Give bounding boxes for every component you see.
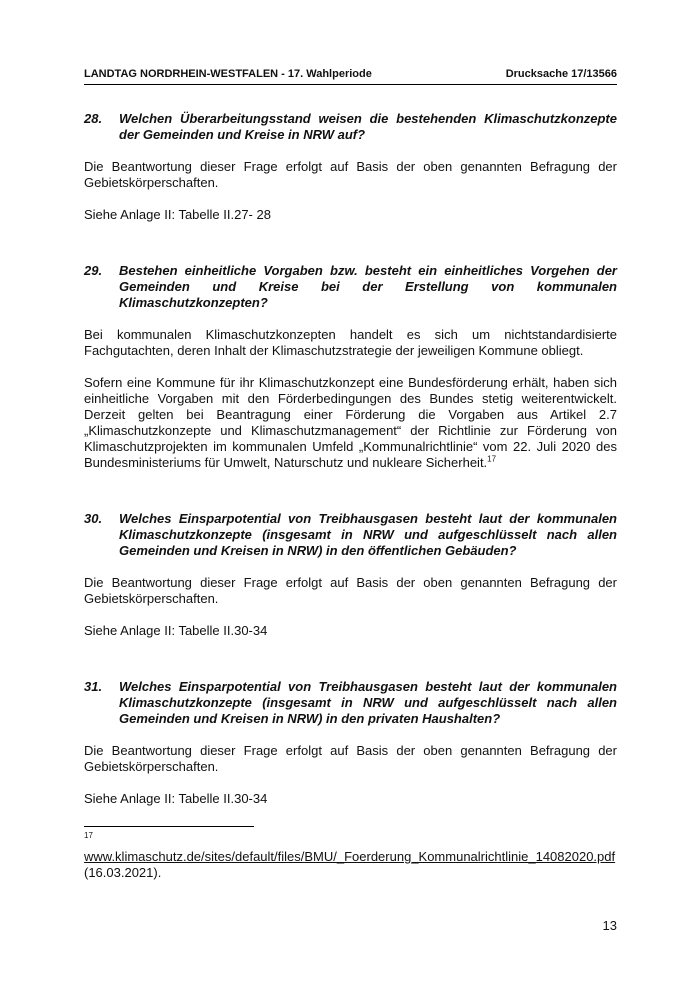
question-number: 30. xyxy=(84,511,103,526)
page-header xyxy=(84,67,617,85)
question-30 xyxy=(84,511,617,559)
footnote xyxy=(84,831,624,881)
table-reference: Siehe Anlage II: Tabelle II.30-34 xyxy=(84,791,268,806)
answer-paragraph: Die Beantwortung dieser Frage erfolgt auf Basis der oben genannten Befragung der Gebietskörperschaften. xyxy=(84,159,617,190)
answer-paragraph-funding xyxy=(84,375,617,471)
footnote-link[interactable]: www.klimaschutz.de/sites/default/files/BMU/_Foerderung_Kommunalrichtlinie_14082020.pdf xyxy=(84,849,616,864)
table-reference: Siehe Anlage II: Tabelle II.30-34 xyxy=(84,623,268,638)
answer-paragraph: Die Beantwortung dieser Frage erfolgt auf Basis der oben genannten Befragung der Gebietskörperschaften. xyxy=(84,575,617,606)
header-document-number: Drucksache 17/13566 xyxy=(505,68,617,80)
header-parliament: LANDTAG NORDRHEIN-WESTFALEN - 17. Wahlperiode xyxy=(84,68,372,80)
question-31 xyxy=(84,679,617,727)
page-number: 13 xyxy=(602,918,617,933)
question-text: Welches Einsparpotential von Treibhausgasen besteht laut der kommunalen Klimaschutzkonzepte (insgesamt in NRW und aufgeschlüsselt nach allen Gemeinden und Kreisen in NRW) in den öffentlichen Gebäuden? xyxy=(119,511,617,558)
answer-text: Sofern eine Kommune für ihr Klimaschutzkonzept eine Bundesförderung erhält, haben sich einheitliche Vorgaben mit den Förderbedingungen des Bundes stetig weiterentwickelt. Derzeit gelten bei Beantragung einer Förderung die Vorgaben aus Artikel 2.7 „Klimaschutzkonzepte und Klimaschutzmanagement“ der Richtlinie zur Förderung von Klimaschutzprojekten im kommunalen Umfeld „Kommunalrichtlinie“ vom 22. Juli 2020 des Bundesministeriums für Umwelt, Naturschutz und nukleare Sicherheit. xyxy=(84,375,617,470)
question-29 xyxy=(84,263,617,311)
answer-paragraph: Die Beantwortung dieser Frage erfolgt auf Basis der oben genannten Befragung der Gebietskörperschaften. xyxy=(84,743,617,774)
question-number: 28. xyxy=(84,111,103,126)
footnote-date: (16.03.2021). xyxy=(84,865,162,880)
question-28 xyxy=(84,111,617,143)
question-number: 31. xyxy=(84,679,103,694)
question-text: Bestehen einheitliche Vorgaben bzw. besteht ein einheitliches Vorgehen der Gemeinden und Kreise bei der Erstellung von kommunalen Klimaschutzkonzepten? xyxy=(119,263,617,310)
footnote-number: 17 xyxy=(84,831,93,840)
table-reference: Siehe Anlage II: Tabelle II.27- 28 xyxy=(84,207,271,222)
footnote-reference[interactable]: 17 xyxy=(487,454,497,464)
footnote-separator xyxy=(84,826,254,827)
question-text: Welches Einsparpotential von Treibhausgasen besteht laut der kommunalen Klimaschutzkonzepte (insgesamt in NRW und aufgeschlüsselt nach allen Gemeinden und Kreisen in NRW) in den privaten Haushalten? xyxy=(119,679,617,726)
document-body xyxy=(84,111,617,823)
question-text: Welchen Überarbeitungsstand weisen die bestehenden Klimaschutzkonzepte der Gemeinden und Kreise in NRW auf? xyxy=(119,111,617,142)
question-number: 29. xyxy=(84,263,103,278)
answer-paragraph: Bei kommunalen Klimaschutzkonzepten handelt es sich um nichtstandardisierte Fachgutachten, deren Inhalt der Klimaschutzstrategie der jeweiligen Kommune obliegt. xyxy=(84,327,617,358)
